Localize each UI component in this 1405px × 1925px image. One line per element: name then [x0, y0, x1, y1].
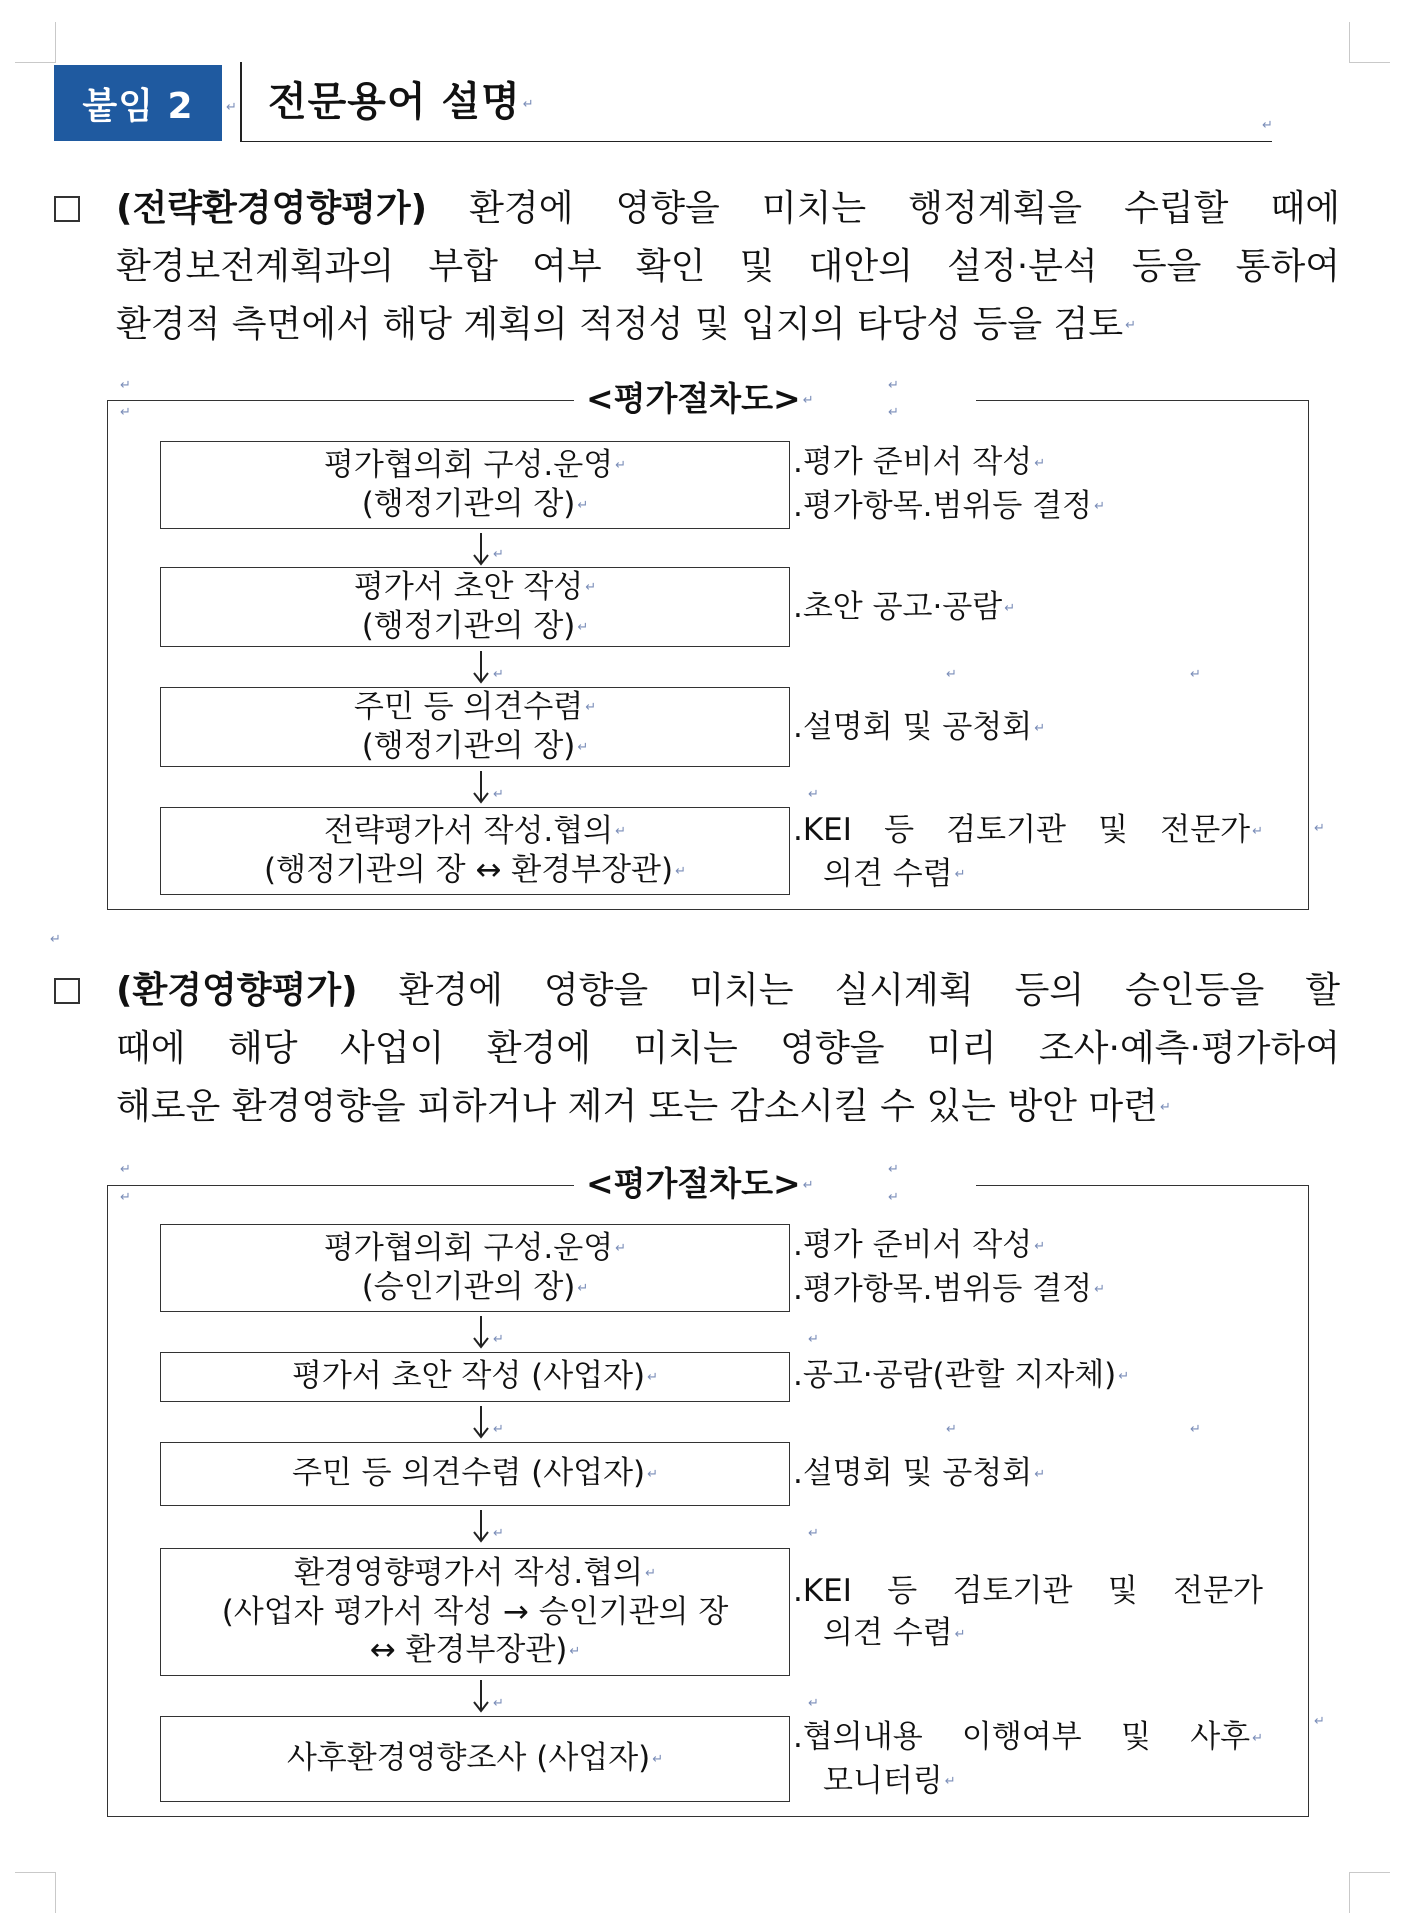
header-divider: [240, 62, 242, 142]
down-arrow-icon: [470, 531, 492, 567]
checkbox-bullet-icon: [54, 978, 80, 1004]
down-arrow-icon: [470, 769, 492, 805]
definition-line: 해로운 환경영향을 피하거나 제거 또는 감소시킬 수 있는 방안 마련: [116, 1086, 1158, 1127]
definition-line: 환경에 영향을 미치는 실시계획 등의 승인등을 할: [398, 970, 1340, 1011]
paragraph-mark-icon: ↵: [120, 378, 131, 393]
flow-step-note: .평가 준비서 작성 ↵ .평가항목.범위등 결정 ↵: [793, 1227, 1105, 1307]
flow-step: 평가서 초안 작성 ↵ (행정기관의 장) ↵: [160, 567, 790, 647]
flow-step: 환경영향평가서 작성.협의 ↵ (사업자 평가서 작성 → 승인기관의 장 ↔ 환경부장관) ↵: [160, 1548, 790, 1676]
paragraph-mark-icon: ↵: [120, 1162, 131, 1177]
paragraph-mark-icon: ↵: [50, 932, 61, 947]
procedure-diagram-2: <평가절차도> ↵ ↵ ↵ 평가협의회 구성.운영 ↵ (승인기관의 장) ↵ .평가 준비서 작성 ↵ .평가항목.범위등 결정 ↵ ↵ ↵ 평가서 초안 작성 (사업자) ↵ .공고·공람(관할 지자체) ↵ ↵ ↵ ↵ 주민 등 의견수렴 (사업자) ↵ .설명회 및 공청회 ↵ ↵ ↵ 환경영향평가서 작성.협의 ↵ (사업자 평가서 작성 → 승인기관의 장 ↔ 환경부장관) ↵ .KEI 등 검토기관 및 전문가 의견 수렴 ↵ ↵ ↵ 사후환경영향조사 (사업자) ↵ .협의내용 이행여부 및 사후 ↵ 모니터링 ↵ ↵: [107, 1185, 1309, 1817]
down-arrow-icon: [470, 1678, 492, 1714]
down-arrow-icon: [470, 1508, 492, 1544]
flow-step-note: .공고·공람(관할 지자체) ↵: [793, 1357, 1130, 1393]
paragraph-mark-icon: ↵: [1262, 118, 1273, 133]
definition-line: 환경보전계획과의 부합 여부 확인 및 대안의 설정·분석 등을 통하여: [116, 246, 1340, 287]
flow-step: 주민 등 의견수렴 (사업자) ↵: [160, 1442, 790, 1506]
flow-step: 평가서 초안 작성 (사업자) ↵: [160, 1352, 790, 1402]
definition-line: 환경에 영향을 미치는 행정계획을 수립할 때에: [469, 188, 1340, 229]
procedure-diagram-1: <평가절차도> ↵ ↵ ↵ 평가협의회 구성.운영 ↵ (행정기관의 장) ↵ .평가 준비서 작성 ↵ .평가항목.범위등 결정 ↵ ↵ 평가서 초안 작성 ↵ (행정기관의 장) ↵ .초안 공고·공람 ↵ ↵ ↵ ↵ 주민 등 의견수렴 ↵ (행정기관의 장) ↵ .설명회 및 공청회 ↵ ↵ ↵ 전략평가서 작성.협의 ↵ (행정기관의 장 ↔ 환경부장관) ↵ .KEI 등 검토기관 및 전문가 ↵ 의견 수렴 ↵ ↵: [107, 400, 1309, 910]
paragraph-mark-icon: ↵: [226, 100, 237, 115]
page-title: 전문용어 설명 ↵: [268, 79, 535, 125]
flow-step-note: .KEI 등 검토기관 및 전문가 의견 수렴 ↵: [793, 1573, 1263, 1651]
flow-step: 평가협의회 구성.운영 ↵ (승인기관의 장) ↵: [160, 1224, 790, 1312]
flow-step: 평가협의회 구성.운영 ↵ (행정기관의 장) ↵: [160, 441, 790, 529]
flow-step-note: .초안 공고·공람 ↵: [793, 589, 1016, 625]
flow-step-note: .설명회 및 공청회 ↵: [793, 709, 1046, 745]
attachment-badge-label: 붙임 2: [82, 85, 194, 127]
flow-step-note: .KEI 등 검토기관 및 전문가 ↵ 의견 수렴 ↵: [793, 812, 1263, 892]
definition-line: 환경적 측면에서 해당 계획의 적정성 및 입지의 타당성 등을 검토: [116, 304, 1124, 345]
flow-step-note: .설명회 및 공청회 ↵: [793, 1455, 1046, 1491]
section-1-definition: (전략환경영향평가) 환경에 영향을 미치는 행정계획을 수립할 때에 환경보전계획과의 부합 여부 확인 및 대안의 설정·분석 등을 통하여 환경적 측면에서 해당 계획의 적정성 및 입지의 타당성 등을 검토 ↵: [54, 180, 1340, 355]
diagram-title: <평가절차도> ↵: [574, 373, 826, 420]
flow-step: 주민 등 의견수렴 ↵ (행정기관의 장) ↵: [160, 687, 790, 767]
section-2-term: (환경영향평가): [116, 970, 358, 1011]
definition-line: 때에 해당 사업이 환경에 미치는 영향을 미리 조사·예측·평가하여: [116, 1028, 1340, 1069]
paragraph-mark-icon: ↵: [888, 1162, 899, 1177]
crop-mark-top-left: [15, 22, 56, 63]
attachment-badge: [54, 65, 222, 141]
checkbox-bullet-icon: [54, 196, 80, 222]
crop-mark-top-right: [1349, 22, 1390, 63]
crop-mark-bottom-left: [15, 1872, 56, 1913]
paragraph-mark-icon: ↵: [888, 378, 899, 393]
crop-mark-bottom-right: [1349, 1872, 1390, 1913]
diagram-title: <평가절차도> ↵: [574, 1158, 826, 1205]
down-arrow-icon: [470, 1404, 492, 1440]
down-arrow-icon: [470, 649, 492, 685]
section-1-term: (전략환경영향평가): [116, 188, 428, 229]
flow-step-note: .협의내용 이행여부 및 사후 ↵ 모니터링 ↵: [793, 1719, 1263, 1799]
flow-step-note: .평가 준비서 작성 ↵ .평가항목.범위등 결정 ↵: [793, 444, 1105, 524]
flow-step: 사후환경영향조사 (사업자) ↵: [160, 1716, 790, 1802]
flow-step: 전략평가서 작성.협의 ↵ (행정기관의 장 ↔ 환경부장관) ↵: [160, 807, 790, 895]
down-arrow-icon: [470, 1314, 492, 1350]
section-2-definition: (환경영향평가) 환경에 영향을 미치는 실시계획 등의 승인등을 할 때에 해당 사업이 환경에 미치는 영향을 미리 조사·예측·평가하여 해로운 환경영향을 피하거나 제거 또는 감소시킬 수 있는 방안 마련 ↵: [54, 962, 1340, 1137]
header-underline: [240, 141, 1272, 142]
